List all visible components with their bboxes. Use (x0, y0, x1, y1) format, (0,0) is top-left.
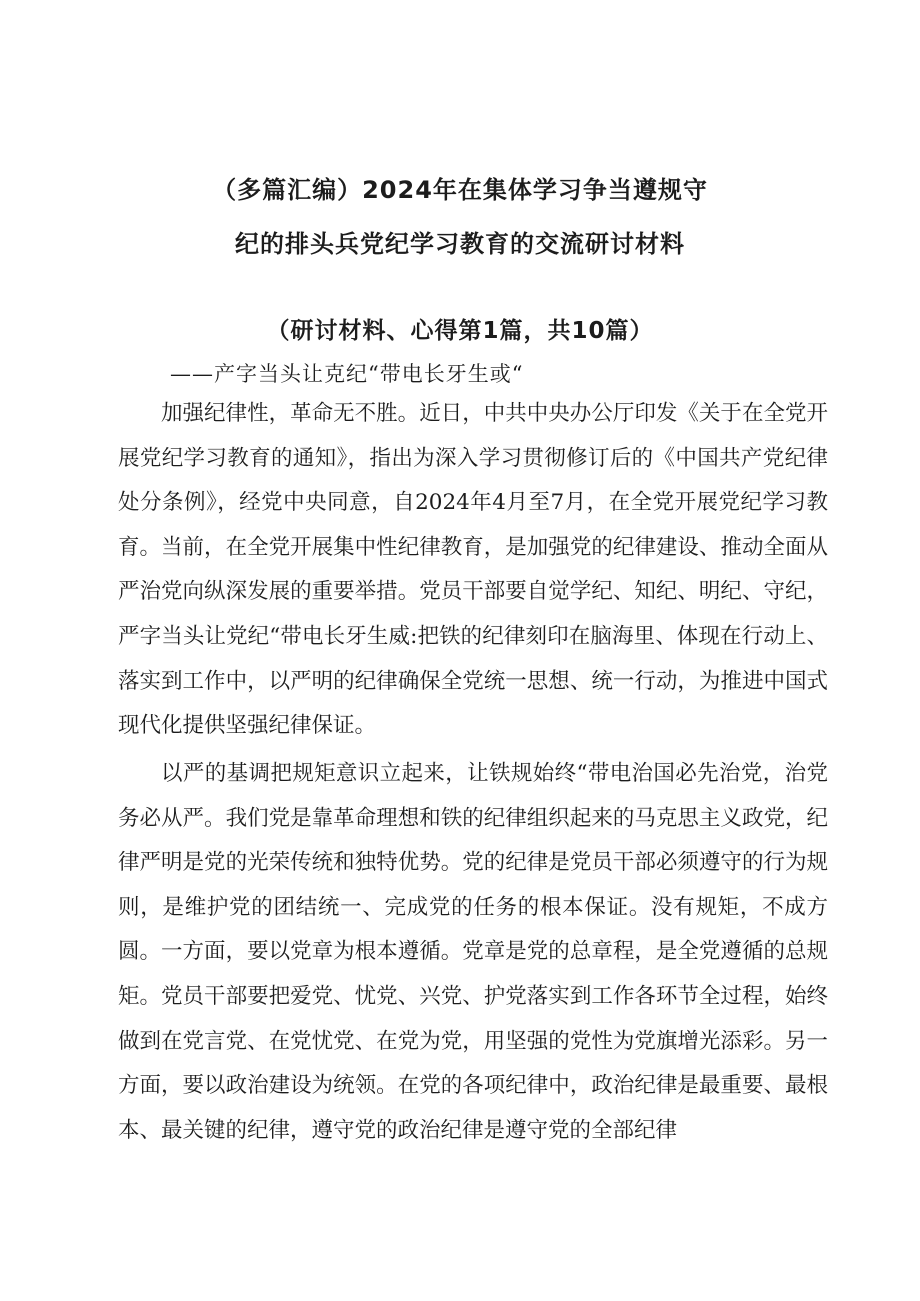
document-subtitle: （研讨材料、心得第1篇，共10篇） (266, 318, 654, 344)
document-title-line-1: （多篇汇编）2024年在集体学习争当遵规守 (212, 176, 708, 204)
body-paragraph-2: 以严的基调把规矩意识立起来，让铁规始终“带电治国必先治党，治党务必从严。我们党是靠革命理想和铁的纪律组织起来的马克思主义政党，纪律严明是党的光荣传统和独特优势。党的纪律是党员干部必须遵守的行为规则，是维护党的团结统一、完成党的任务的根本保证。没有规矩，不成方圆。一方面，要以党章为根本遵循。党章是党的总章程，是全党遵循的总规矩。党员干部要把爱党、忧党、兴党、护党落实到工作各环节全过程，始终做到在党言党、在党忧党、在党为党，用坚强的党性为党旗增光添彩。另一方面，要以政治建设为统领。在党的各项纪律中，政治纪律是最重要、最根本、最关键的纪律，遵守党的政治纪律是遵守党的全部纪律 (118, 761, 828, 1143)
body-paragraph-1: 加强纪律性，革命无不胜。近日，中共中央办公厅印发《关于在全党开展党纪学习教育的通知》，指出为深入学习贯彻修订后的《中国共产党纪律处分条例》，经党中央同意，自2024年4月至7月，在全党开展党纪学习教育。当前，在全党开展集中性纪律教育，是加强党的纪律建设、推动全面从严治党向纵深发展的重要举措。党员干部要自觉学纪、知纪、明纪、守纪，严字当头让党纪“带电长牙生威:把铁的纪律刻印在脑海里、体现在行动上、落实到工作中，以严明的纪律确保全党统一思想、统一行动，为推进中国式现代化提供坚强纪律保证。 (118, 401, 828, 739)
document-byline: ——产字当头让克纪“带电长牙生或“ (170, 362, 524, 386)
document-title-line-2: 纪的排头兵党纪学习教育的交流研讨材料 (235, 230, 685, 258)
